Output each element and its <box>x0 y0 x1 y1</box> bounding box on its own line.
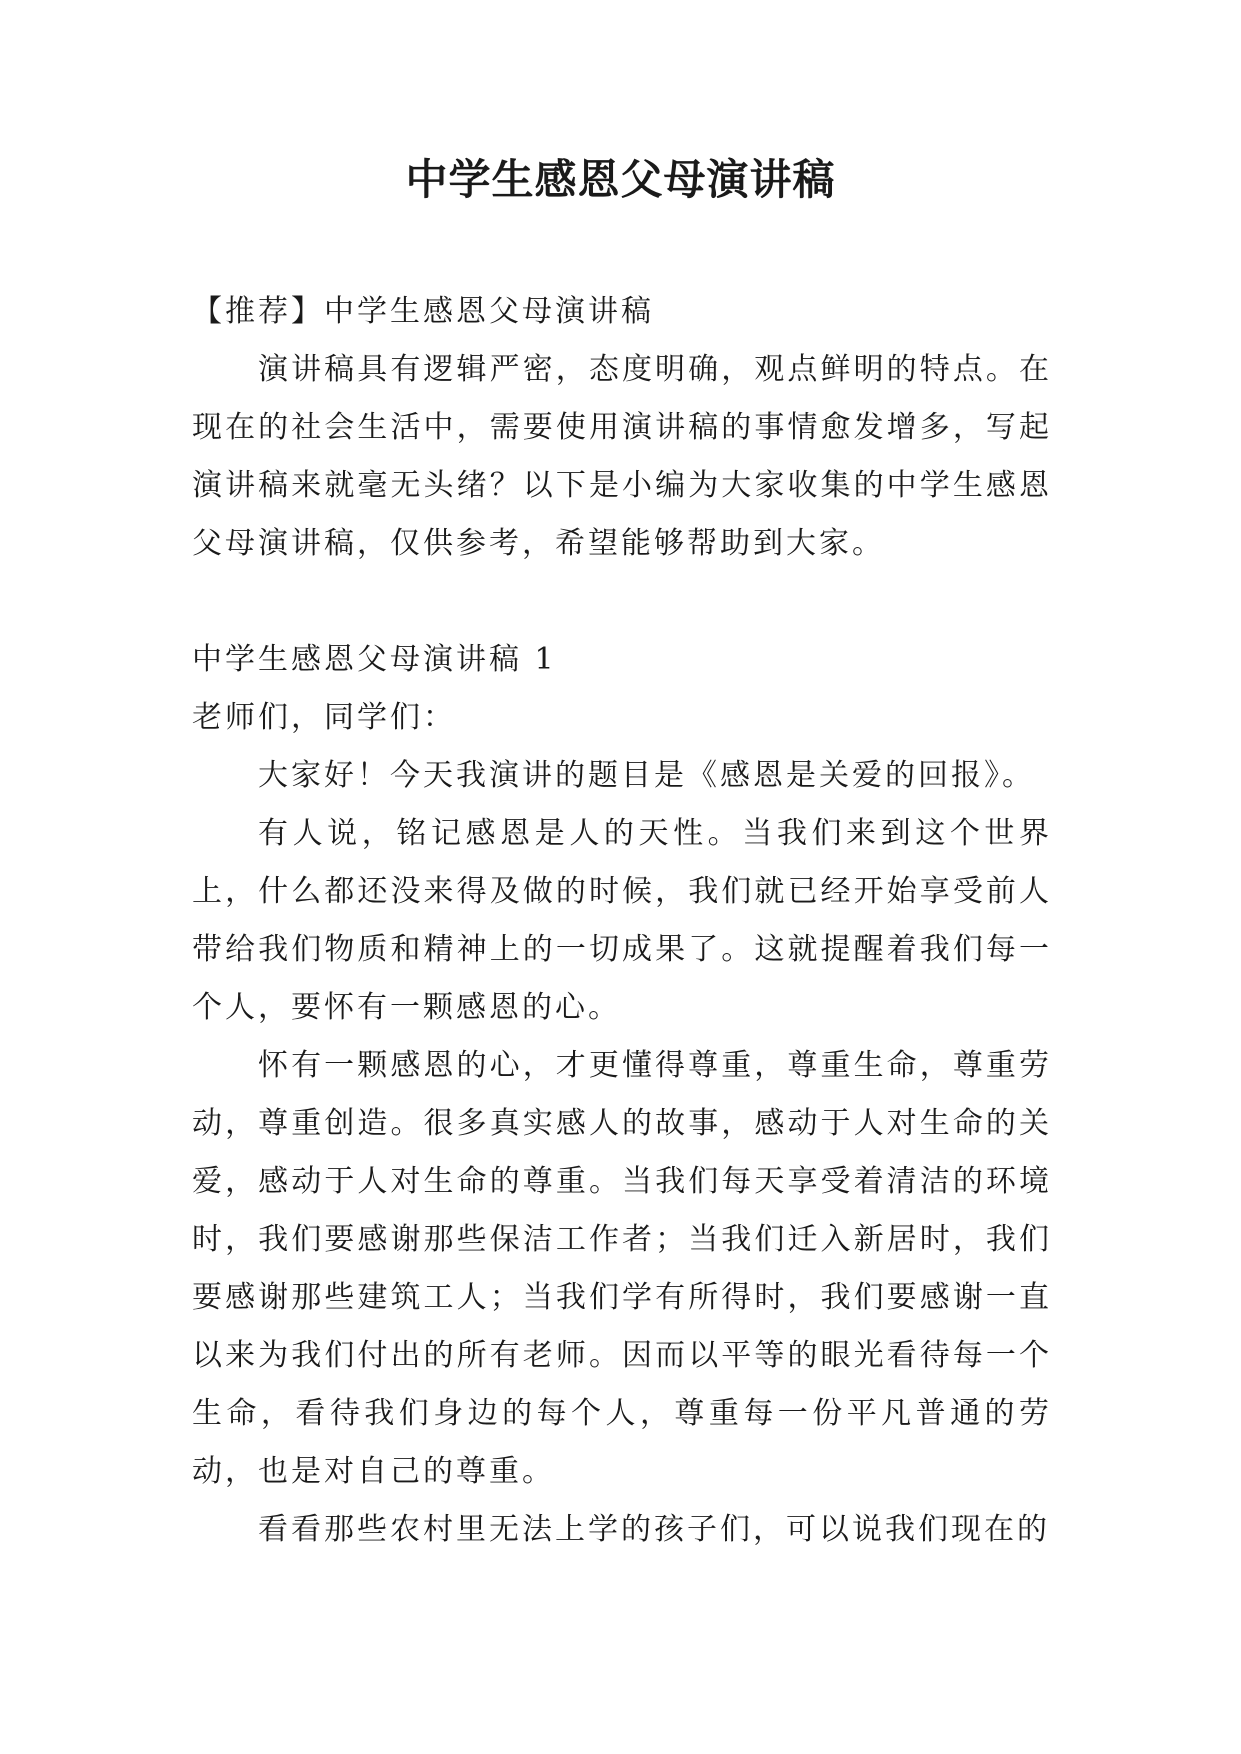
document-title: 中学生感恩父母演讲稿 <box>405 155 836 204</box>
section-spacer <box>192 573 1052 631</box>
intro-paragraph: 演讲稿具有逻辑严密，态度明确，观点鲜明的特点。在现在的社会生活中，需要使用演讲稿的事情愈发增多，写起演讲稿来就毫无头绪？以下是小编为大家收集的中学生感恩父母演讲稿，仅供参考，希望能够帮助到大家。 <box>192 352 1052 561</box>
salutation: 老师们，同学们： <box>192 700 456 735</box>
section-heading: 中学生感恩父母演讲稿 1 <box>192 642 557 677</box>
body-paragraph: 看看那些农村里无法上学的孩子们，可以说我们现在的 <box>258 1512 1050 1547</box>
body-paragraph: 怀有一颗感恩的心，才更懂得尊重，尊重生命，尊重劳动，尊重创造。很多真实感人的故事，感动于人对生命的关爱，感动于人对生命的尊重。当我们每天享受着清洁的环境时，我们要感谢那些保洁工作者；当我们迁入新居时，我们要感谢那些建筑工人；当我们学有所得时，我们要感谢一直以来为我们付出的所有老师。因而以平等的眼光看待每一个生命，看待我们身边的每个人，尊重每一份平凡普通的劳动，也是对自己的尊重。 <box>192 1048 1052 1489</box>
body-paragraph: 有人说，铭记感恩是人的天性。当我们来到这个世界上，什么都还没来得及做的时候，我们就已经开始享受前人带给我们物质和精神上的一切成果了。这就提醒着我们每一个人，要怀有一颗感恩的心。 <box>192 816 1052 1025</box>
body-paragraph: 大家好！今天我演讲的题目是《感恩是关爱的回报》。 <box>258 758 1035 793</box>
document-body <box>192 283 1052 1559</box>
recommend-line: 【推荐】中学生感恩父母演讲稿 <box>192 294 654 329</box>
